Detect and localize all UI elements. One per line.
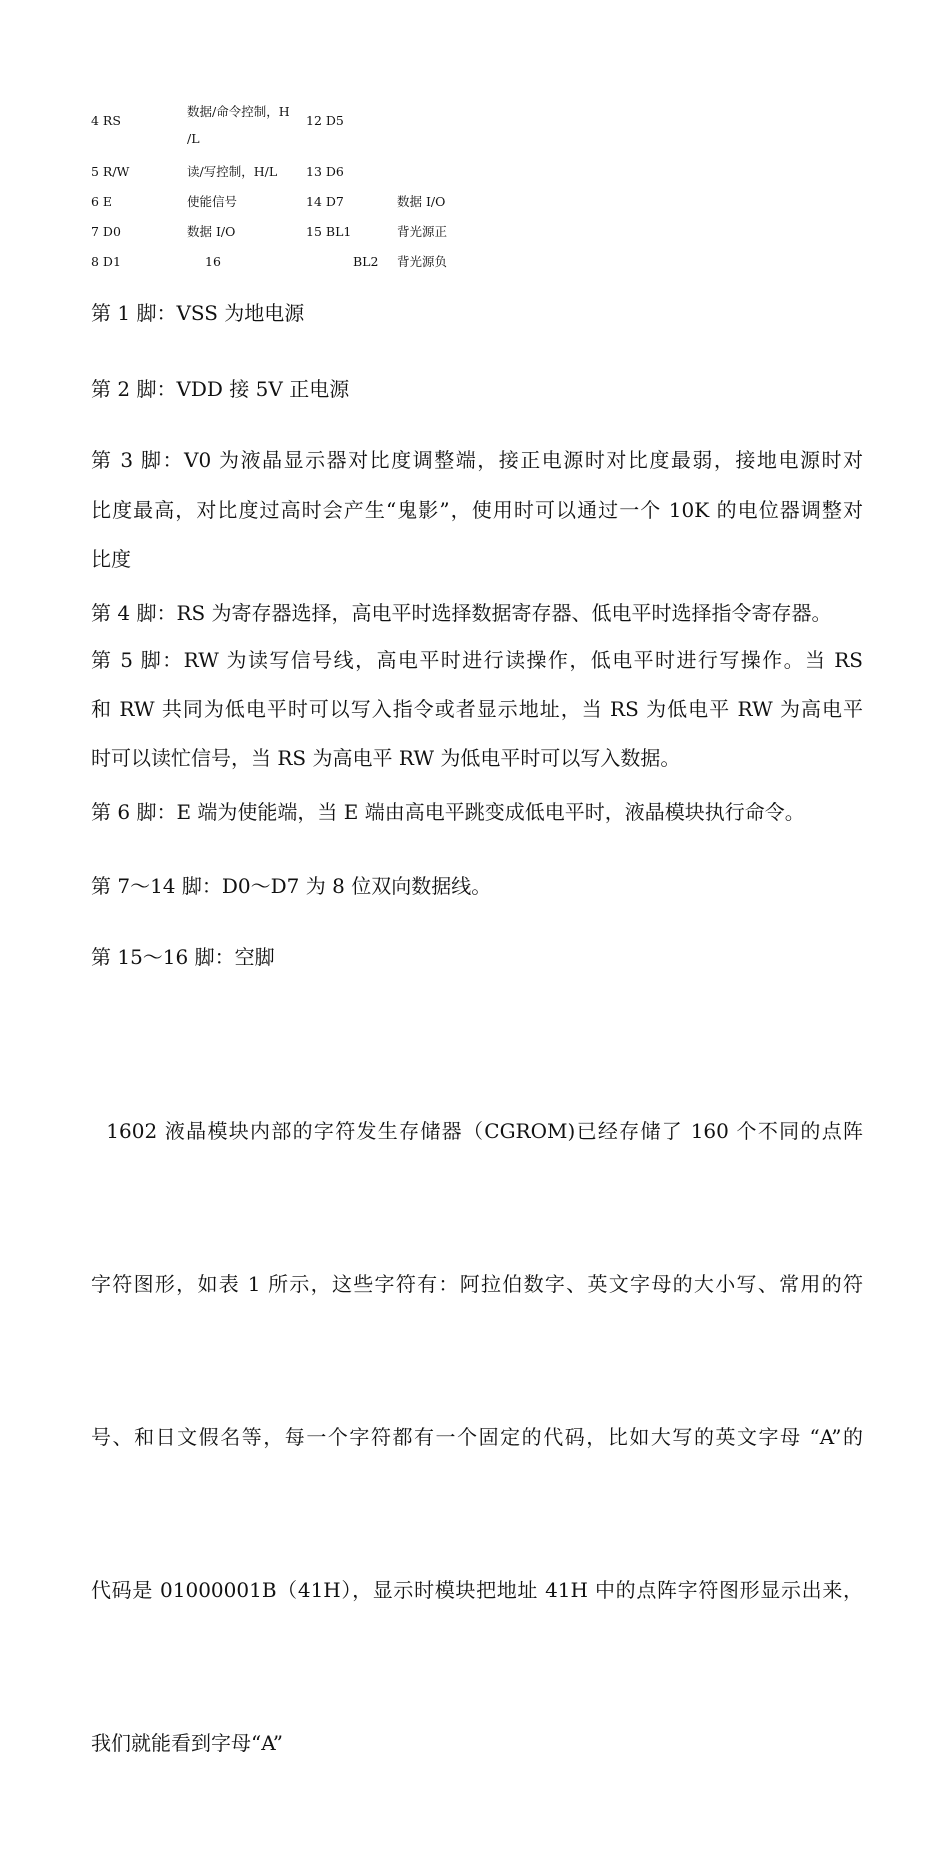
desc-cell: 背光源正 — [397, 224, 448, 239]
text-line: 时可以读忙信号，当 RS 为高电平 RW 为低电平时可以写入数据。 — [91, 746, 681, 770]
pin15-16-desc: 第 15～16 脚：空脚 — [91, 945, 275, 969]
text-line: 和 RW 共同为低电平时可以写入指令或者显示地址，当 RS 为低电平 RW 为高电平 — [91, 697, 863, 721]
pin-cell: 6 E — [91, 194, 113, 209]
pin5-desc — [91, 636, 863, 783]
text-line: 号、和日文假名等，每一个字符都有一个固定的代码，比如大写的英文字母 “A”的 — [91, 1425, 863, 1449]
pin-cell: 8 D1 — [91, 254, 121, 269]
text-line: 第 3 脚：V0 为液晶显示器对比度调整端，接正电源时对比度最弱，接地电源时对 — [91, 448, 863, 472]
pin3-desc — [91, 436, 863, 585]
text-line: 字符图形，如表 1 所示，这些字符有：阿拉伯数字、英文字母的大小写、常用的符 — [91, 1272, 863, 1296]
cgrom-paragraph — [91, 1004, 863, 1871]
pin-cell: BL2 — [353, 254, 379, 269]
pin2-desc: 第 2 脚：VDD 接 5V 正电源 — [91, 377, 350, 401]
desc-cell: 数据/命令控制，H /L — [187, 104, 290, 146]
pin-cell: 12 D5 — [306, 113, 344, 128]
pin-cell: 15 BL1 — [306, 224, 352, 239]
text-line: 比度最高，对比度过高时会产生“鬼影”，使用时可以通过一个 10K 的电位器调整对 — [91, 497, 863, 522]
text-line: 第 5 脚：RW 为读写信号线，高电平时进行读操作，低电平时进行写操作。当 RS — [91, 648, 863, 672]
pin-cell: 14 D7 — [306, 194, 344, 209]
desc-cell: 读/写控制，H/L — [187, 164, 278, 179]
table-row — [91, 186, 511, 216]
desc-cell: 数据 I/O — [397, 194, 446, 209]
pin-cell: 7 D0 — [91, 224, 121, 239]
pin-cell: 5 R/W — [91, 164, 130, 179]
text-line: 1602 液晶模块内部的字符发生存储器（CGROM)已经存储了 160 个不同的点阵 — [91, 1119, 863, 1143]
pin-cell: 4 RS — [91, 113, 121, 128]
table-row — [91, 246, 511, 276]
desc-cell: 背光源负 — [397, 254, 448, 269]
table-row — [91, 216, 511, 246]
text-line: 代码是 01000001B（41H），显示时模块把地址 41H 中的点阵字符图形显示出来， — [91, 1578, 863, 1602]
desc-cell: 使能信号 — [187, 194, 238, 209]
pin-cell: 13 D6 — [306, 164, 344, 179]
text-line: 我们就能看到字母“A” — [91, 1731, 283, 1755]
text-line: 比度 — [91, 547, 131, 571]
pin-table — [91, 98, 511, 276]
table-row — [91, 98, 511, 156]
pin7-14-desc: 第 7～14 脚：D0～D7 为 8 位双向数据线。 — [91, 874, 492, 898]
pin1-desc: 第 1 脚：VSS 为地电源 — [91, 301, 305, 325]
pin4-desc: 第 4 脚：RS 为寄存器选择，高电平时选择数据寄存器、低电平时选择指令寄存器。 — [91, 601, 832, 625]
table-row — [91, 156, 511, 186]
desc-cell: 16 — [205, 254, 221, 269]
pin6-desc: 第 6 脚：E 端为使能端，当 E 端由高电平跳变成低电平时，液晶模块执行命令。 — [91, 800, 805, 824]
desc-cell: 数据 I/O — [187, 224, 236, 239]
